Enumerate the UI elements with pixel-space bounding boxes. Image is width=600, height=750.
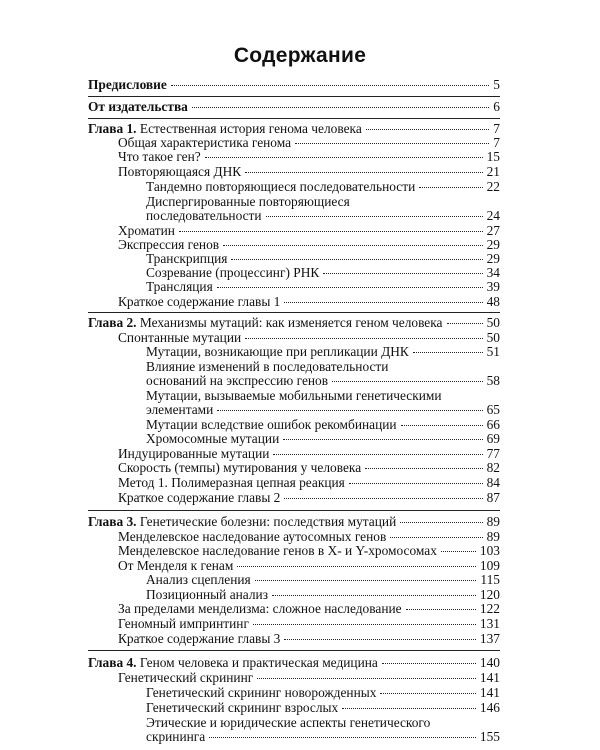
toc-page-number: 103 <box>479 543 500 558</box>
section-divider <box>88 312 500 313</box>
toc-page-number: 50 <box>486 330 500 345</box>
toc-page-number: 109 <box>479 558 500 573</box>
toc-page-number: 48 <box>486 294 500 309</box>
toc-chapter-4 <box>88 656 500 670</box>
toc-entry-text: Экспрессия генов <box>118 237 220 252</box>
toc-entry <box>146 195 500 223</box>
toc-entry-text: Общая характеристика генома <box>118 135 292 150</box>
toc-entry-text: Транскрипция <box>146 251 228 266</box>
toc-page-number: 7 <box>493 121 500 136</box>
toc-page-number: 84 <box>486 475 500 490</box>
toc-page-number: 87 <box>486 490 500 505</box>
toc-entry <box>146 252 500 266</box>
toc-page-number: 141 <box>479 670 500 685</box>
toc-page-number: 89 <box>486 529 500 544</box>
toc-page-number: 29 <box>486 251 500 266</box>
page-title: Содержание <box>233 44 367 67</box>
toc-entry <box>118 136 500 150</box>
chapter-prefix: Глава 3. <box>88 514 137 529</box>
chapter-prefix: Глава 1. <box>88 121 137 136</box>
toc-entry-text: Естественная история генома человека <box>139 121 362 136</box>
toc-page-number: 6 <box>493 99 500 114</box>
toc-entry <box>118 224 500 238</box>
toc-page-number: 65 <box>486 402 500 417</box>
section-divider <box>88 96 500 97</box>
toc-entry-text: Генетические болезни: последствия мутаций <box>139 514 397 529</box>
toc-entry-text: Хроматин <box>118 223 175 238</box>
toc-entry-text-line2: скрининга <box>146 729 206 744</box>
toc-entry <box>146 360 500 388</box>
toc-entry-text: Метод 1. Полимеразная цепная реакция <box>118 475 345 490</box>
toc-entry <box>118 491 500 505</box>
toc-page-number: 7 <box>493 135 500 150</box>
toc-entry-text-line2: элементами <box>146 402 214 417</box>
toc-entry <box>146 588 500 602</box>
toc-entry <box>146 716 500 744</box>
toc-entry <box>146 418 500 432</box>
toc-entry-text: Генетический скрининг <box>118 670 254 685</box>
toc-entry <box>118 165 500 179</box>
toc-entry <box>118 602 500 616</box>
toc-entry <box>118 238 500 252</box>
toc-entry-text: Спонтанные мутации <box>118 330 242 345</box>
toc-entry-text: Краткое содержание главы 3 <box>118 631 281 646</box>
toc-entry-text: За пределами менделизма: сложное наследование <box>118 601 402 616</box>
section-divider <box>88 118 500 119</box>
toc-entry-text-line1: Мутации, вызываемые мобильными генетическими <box>146 388 442 403</box>
toc-entry-preface <box>88 78 500 92</box>
toc-page-number: 89 <box>486 514 500 529</box>
toc-entry-text: Повторяющаяся ДНК <box>118 164 242 179</box>
toc-entry <box>118 671 500 685</box>
chapter-prefix: Глава 4. <box>88 655 137 670</box>
toc-entry <box>118 559 500 573</box>
toc-entry <box>118 331 500 345</box>
toc-entry <box>118 632 500 646</box>
toc-page-number: 140 <box>479 655 500 670</box>
toc-chapter-1 <box>88 122 500 136</box>
toc-page-number: 115 <box>480 572 500 587</box>
chapter-prefix: Глава 2. <box>88 315 137 330</box>
toc-entry-text: Индуцированные мутации <box>118 446 270 461</box>
toc-page-number: 50 <box>486 315 500 330</box>
toc-entry-text-line1: Диспергированные повторяющиеся <box>146 194 350 209</box>
toc-entry <box>118 447 500 461</box>
toc-entry-text: Менделевское наследование генов в X- и Y-хромосомах <box>118 543 437 558</box>
toc-entry-text: Менделевское наследование аутосомных генов <box>118 529 387 544</box>
toc-entry <box>118 295 500 309</box>
toc-page-number: 155 <box>479 729 500 744</box>
toc-entry-text: Геномный импринтинг <box>118 616 249 631</box>
toc-entry-text: Краткое содержание главы 2 <box>118 490 281 505</box>
toc-entry-text: Что такое ген? <box>118 149 201 164</box>
toc-entry-text: Тандемно повторяющиеся последовательности <box>146 179 416 194</box>
toc-entry <box>118 461 500 475</box>
toc-page-number: 27 <box>486 223 500 238</box>
toc-entry <box>146 686 500 700</box>
toc-entry-text: От Менделя к генам <box>118 558 234 573</box>
toc-entry-text-line2: последовательности <box>146 208 262 223</box>
toc-page-number: 51 <box>486 344 500 359</box>
toc-entry-text-line1: Влияние изменений в последовательности <box>146 359 389 374</box>
toc-entry-text: Хромосомные мутации <box>146 431 280 446</box>
toc-entry-text: Анализ сцепления <box>146 572 251 587</box>
toc-entry <box>118 617 500 631</box>
section-divider <box>88 510 500 511</box>
toc-entry <box>118 544 500 558</box>
toc-entry <box>118 150 500 164</box>
toc-page-number: 120 <box>479 587 500 602</box>
toc-page-number: 122 <box>479 601 500 616</box>
toc-page-number: 146 <box>479 700 500 715</box>
toc-entry <box>118 530 500 544</box>
toc-page-number: 22 <box>486 179 500 194</box>
toc-entry <box>146 432 500 446</box>
toc-page-number: 58 <box>486 373 500 388</box>
toc-entry <box>146 701 500 715</box>
toc-entry-text: Генетический скрининг новорожденных <box>146 685 377 700</box>
toc-entry-text-line2: оснований на экспрессию генов <box>146 373 329 388</box>
toc-entry-text: Мутации, возникающие при репликации ДНК <box>146 344 409 359</box>
toc-page-number: 66 <box>486 417 500 432</box>
section-divider <box>88 650 500 651</box>
toc-chapter-3 <box>88 515 500 529</box>
toc-entry <box>146 280 500 294</box>
toc-page-number: 29 <box>486 237 500 252</box>
toc-page-number: 77 <box>486 446 500 461</box>
toc-entry-text: Скорость (темпы) мутирования у человека <box>118 460 362 475</box>
toc-entry-text: Мутации вследствие ошибок рекомбинации <box>146 417 397 432</box>
toc-entry-text: Механизмы мутаций: как изменяется геном человека <box>139 315 443 330</box>
toc-entry-text: Генетический скрининг взрослых <box>146 700 339 715</box>
toc-entry-text: Созревание (процессинг) РНК <box>146 265 320 280</box>
toc-page-number: 39 <box>486 279 500 294</box>
toc-entry-text: Геном человека и практическая медицина <box>139 655 378 670</box>
toc-entry-text: Позиционный анализ <box>146 587 268 602</box>
toc-page-number: 5 <box>493 77 500 92</box>
toc-entry <box>146 573 500 587</box>
toc-entry <box>146 180 500 194</box>
toc-entry <box>118 476 500 490</box>
toc-page-number: 137 <box>479 631 500 646</box>
toc-entry-text: Трансляция <box>146 279 213 294</box>
toc-chapter-2 <box>88 316 500 330</box>
toc-page-number: 34 <box>486 265 500 280</box>
toc-entry <box>146 266 500 280</box>
toc-entry <box>146 345 500 359</box>
toc-page-number: 21 <box>486 164 500 179</box>
toc-entry-text-line1: Этические и юридические аспекты генетического <box>146 715 431 730</box>
toc-entry <box>146 389 500 417</box>
toc-page-number: 131 <box>479 616 500 631</box>
toc-page-number: 69 <box>486 431 500 446</box>
toc-entry-text: От издательства <box>88 99 188 114</box>
toc-page-number: 15 <box>486 149 500 164</box>
toc-entry-publisher <box>88 100 500 114</box>
toc-page-number: 82 <box>486 460 500 475</box>
toc-entry-text: Краткое содержание главы 1 <box>118 294 281 309</box>
toc-entry-text: Предисловие <box>88 77 167 92</box>
toc-page-number: 24 <box>486 208 500 223</box>
toc-page-number: 141 <box>479 685 500 700</box>
